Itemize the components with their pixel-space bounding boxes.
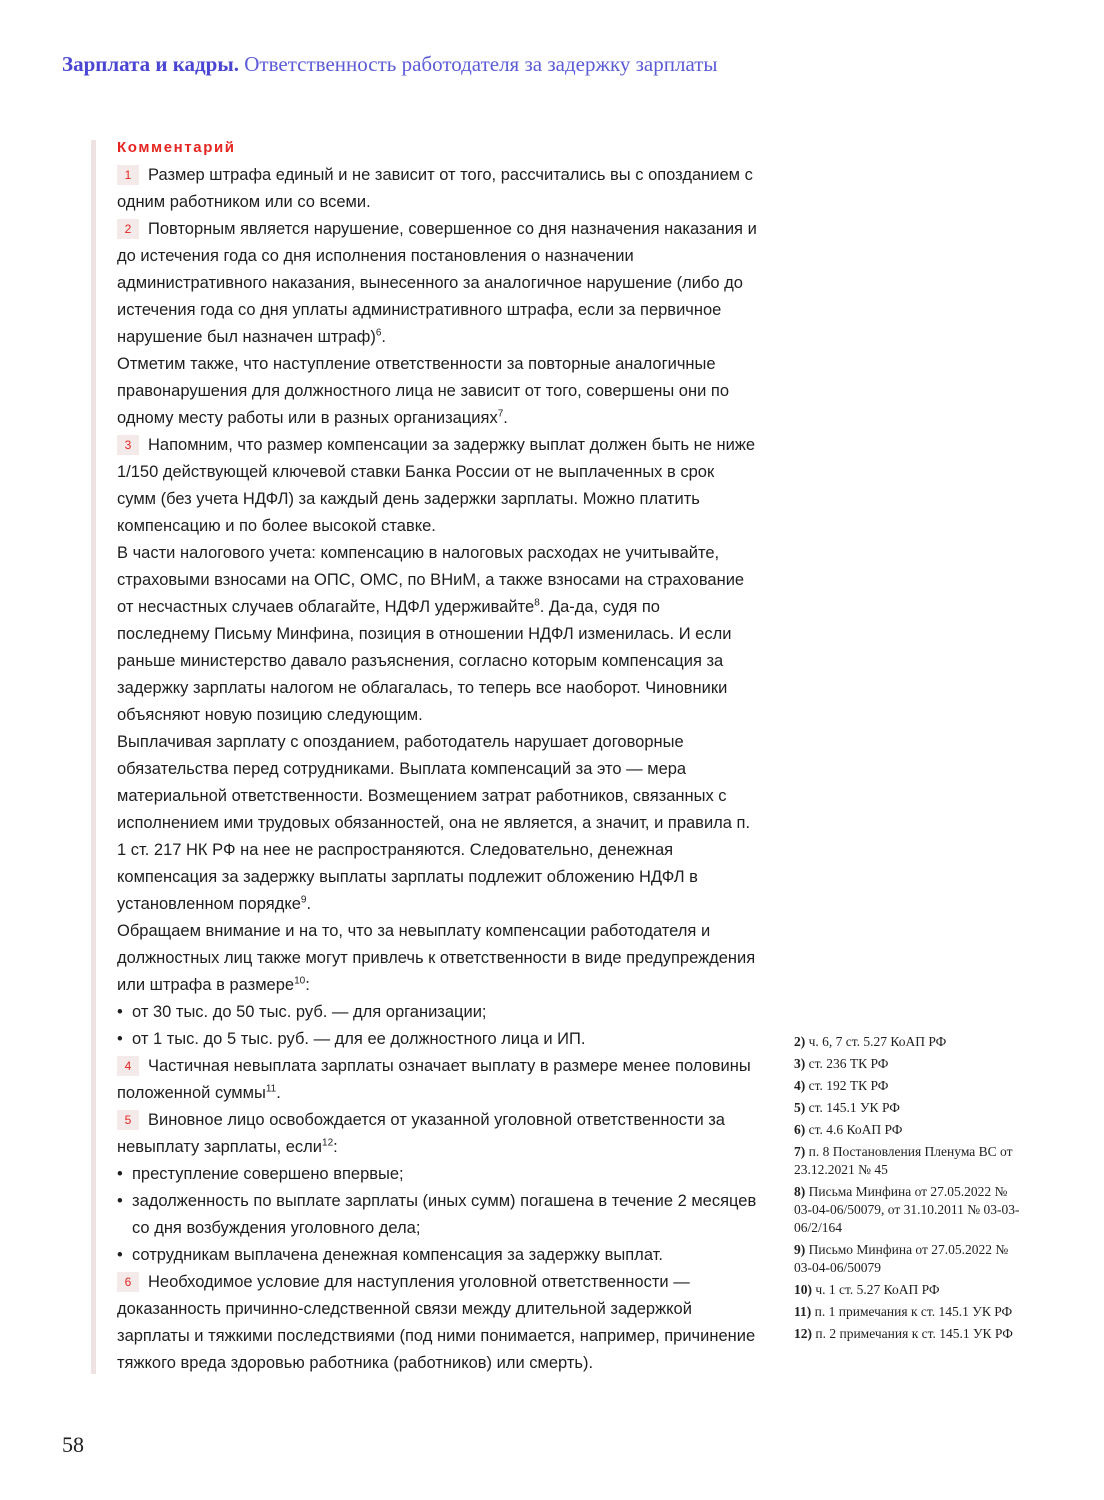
footnote bbox=[794, 1281, 1024, 1299]
footnote-number: 8) bbox=[794, 1184, 806, 1199]
paragraph-text: Выплачивая зарплату с опозданием, работодатель нарушает договорные обязательства перед сотрудниками. Выплата компенсаций за это — мера материальной ответственности. Возмещением затрат работников, связанных с исполнением ими трудовых обязанностей, она не является, а значит, и правила п. 1 ст. 217 НК РФ на нее не распространяются. Следовательно, денежная компенсация за задержку выплаты зарплаты подлежит обложению НДФЛ в установленном порядке bbox=[117, 733, 751, 913]
footnote-text: п. 2 примечания к ст. 145.1 УК РФ bbox=[815, 1326, 1013, 1341]
footnote-ref: 8 bbox=[534, 597, 540, 609]
footnote-number: 6) bbox=[794, 1122, 806, 1137]
footnote-text: ст. 4.6 КоАП РФ bbox=[808, 1122, 903, 1137]
running-header bbox=[62, 52, 1062, 77]
footnote-text: ст. 236 ТК РФ bbox=[808, 1056, 889, 1071]
footnote bbox=[794, 1143, 1024, 1179]
footnote-number: 10) bbox=[794, 1282, 812, 1297]
comment-paragraph-8 bbox=[117, 1053, 757, 1107]
release-conditions-list bbox=[117, 1161, 757, 1269]
footnote-text: п. 8 Постановления Пленума ВС от 23.12.2021 № 45 bbox=[794, 1144, 1013, 1177]
footnote bbox=[794, 1099, 1024, 1117]
footnote-number: 4) bbox=[794, 1078, 806, 1093]
comment-title: Комментарий bbox=[117, 139, 236, 156]
footnote-text: ст. 145.1 УК РФ bbox=[808, 1100, 900, 1115]
comment-paragraph-4 bbox=[117, 432, 757, 540]
footnote-text: ч. 6, 7 ст. 5.27 КоАП РФ bbox=[808, 1034, 947, 1049]
page-number: 58 bbox=[62, 1432, 84, 1457]
paragraph-continuation: . Да-да, судя по последнему Письму Минфина, позиция в отношении НДФЛ изменилась. И если раньше министерство давало разъяснения, согласно которым компенсация за задержку зарплаты налогом не облагалась, то теперь все наоборот. Чиновники объясняют новую позицию следующим. bbox=[117, 598, 732, 724]
footnote bbox=[794, 1183, 1024, 1237]
comment-paragraph-5 bbox=[117, 540, 757, 729]
list-item: • от 30 тыс. до 50 тыс. руб. — для организации; bbox=[117, 999, 757, 1026]
footnote-number: 3) bbox=[794, 1056, 806, 1071]
footnote bbox=[794, 1325, 1024, 1343]
list-item: • от 1 тыс. до 5 тыс. руб. — для ее должностного лица и ИП. bbox=[117, 1026, 757, 1053]
paragraph-text: Частичная невыплата зарплаты означает выплату в размере менее половины положенной суммы bbox=[117, 1057, 751, 1102]
paragraph-end: . bbox=[503, 409, 508, 427]
paragraph-text: Необходимое условие для наступления уголовной ответственности — доказанность причинно-следственной связи между длительной задержкой зарплаты и тяжкими последствиями (под ними понимается, например, причинение тяжкого вреда здоровью работника (работников) или смерть). bbox=[117, 1273, 756, 1372]
footnote-text: ст. 192 ТК РФ bbox=[808, 1078, 889, 1093]
comment-paragraph-9 bbox=[117, 1107, 757, 1161]
footnote-ref: 12 bbox=[322, 1137, 334, 1149]
list-item: • задолженность по выплате зарплаты (иных сумм) погашена в течение 2 месяцев со дня возбуждения уголовного дела; bbox=[117, 1188, 757, 1242]
footnote-number: 5) bbox=[794, 1100, 806, 1115]
paragraph-text: Обращаем внимание и на то, что за невыплату компенсации работодателя и должностных лиц также могут привлечь к ответственности в виде предупреждения или штрафа в размере bbox=[117, 922, 756, 994]
paragraph-text: Виновное лицо освобождается от указанной уголовной ответственности за невыплату зарплаты, если bbox=[117, 1111, 725, 1156]
footnote-number: 9) bbox=[794, 1242, 806, 1257]
comment-paragraph-7 bbox=[117, 918, 757, 999]
note-marker-5: 5 bbox=[117, 1110, 139, 1130]
comment-paragraph-10 bbox=[117, 1269, 757, 1377]
footnote-text: п. 1 примечания к ст. 145.1 УК РФ bbox=[814, 1304, 1013, 1319]
comment-paragraph-1 bbox=[117, 162, 757, 216]
comment-paragraph-6 bbox=[117, 729, 757, 918]
comment-block bbox=[117, 137, 757, 1377]
footnote-ref: 10 bbox=[294, 975, 306, 987]
footnote-text: ч. 1 ст. 5.27 КоАП РФ bbox=[815, 1282, 940, 1297]
footnote bbox=[794, 1077, 1024, 1095]
paragraph-text: Повторным является нарушение, совершенное со дня назначения наказания и до истечения года со дня исполнения постановления о назначении административного наказания, вынесенного за аналогичное нарушение (либо до истечения года со дня уплаты административного штрафа, если за первичное нарушение был назначен штраф) bbox=[117, 220, 757, 346]
footnote-ref: 11 bbox=[265, 1083, 277, 1095]
paragraph-end: . bbox=[381, 328, 386, 346]
footnote-number: 7) bbox=[794, 1144, 806, 1159]
paragraph-text: В части налогового учета: компенсацию в налоговых расходах не учитывайте, страховыми взносами на ОПС, ОМС, по ВНиМ, а также взносами на страхование от несчастных случаев облагайте, НДФЛ удерживайте bbox=[117, 544, 745, 616]
footnote-number: 12) bbox=[794, 1326, 812, 1341]
footnote-text: Письмо Минфина от 27.05.2022 № 03-04-06/50079 bbox=[794, 1242, 1009, 1275]
footnote bbox=[794, 1055, 1024, 1073]
paragraph-end: . bbox=[276, 1084, 281, 1102]
header-title: Ответственность работодателя за задержку зарплаты bbox=[244, 52, 718, 76]
header-section: Зарплата и кадры. bbox=[62, 52, 240, 76]
note-marker-2: 2 bbox=[117, 219, 139, 239]
footnote bbox=[794, 1241, 1024, 1277]
note-marker-1: 1 bbox=[117, 165, 139, 185]
footnote bbox=[794, 1033, 1024, 1051]
comment-paragraph-2 bbox=[117, 216, 757, 351]
note-marker-4: 4 bbox=[117, 1056, 139, 1076]
note-marker-3: 3 bbox=[117, 435, 139, 455]
footnote-number: 11) bbox=[794, 1304, 812, 1319]
paragraph-end: : bbox=[305, 976, 310, 994]
list-item: • преступление совершено впервые; bbox=[117, 1161, 757, 1188]
paragraph-text: Размер штрафа единый и не зависит от того, рассчитались вы с опозданием с одним работником или со всеми. bbox=[117, 166, 753, 211]
note-marker-6: 6 bbox=[117, 1272, 139, 1292]
comment-side-bar bbox=[91, 140, 96, 1374]
footnote-text: Письма Минфина от 27.05.2022 № 03-04-06/50079, от 31.10.2011 № 03-03-06/2/164 bbox=[794, 1184, 1020, 1235]
paragraph-end: : bbox=[333, 1138, 338, 1156]
paragraph-end: . bbox=[306, 895, 312, 913]
comment-paragraph-3 bbox=[117, 351, 757, 432]
paragraph-text: Напомним, что размер компенсации за задержку выплат должен быть не ниже 1/150 действующей ключевой ставки Банка России от не выплаченных в срок сумм (без учета НДФЛ) за каждый день задержки зарплаты. Можно платить компенсацию и по более высокой ставке. bbox=[117, 436, 756, 535]
footnote-ref: 7 bbox=[497, 408, 504, 420]
footnote-ref: 6 bbox=[375, 327, 382, 339]
footnote bbox=[794, 1121, 1024, 1139]
footnote-number: 2) bbox=[794, 1034, 806, 1049]
footnote-ref: 9 bbox=[300, 894, 307, 906]
list-item: • сотрудникам выплачена денежная компенсация за задержку выплат. bbox=[117, 1242, 757, 1269]
fine-list bbox=[117, 999, 757, 1053]
footnote bbox=[794, 1303, 1024, 1321]
paragraph-text: Отметим также, что наступление ответственности за повторные аналогичные правонарушения для должностного лица не зависит от того, совершены они по одному месту работы или в разных организациях bbox=[117, 355, 729, 427]
footnotes-column bbox=[794, 1033, 1024, 1347]
